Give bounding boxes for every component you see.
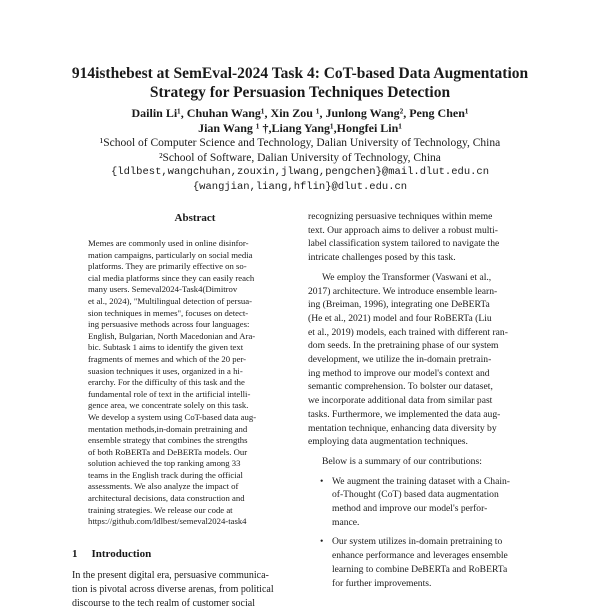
text-line: recognizing persuasive techniques within meme (308, 211, 493, 222)
abstract-line: training strategies. We release our code at (88, 504, 233, 515)
title-line: 914isthebest at SemEval-2024 Task 4: CoT-based Data Augmentation (71, 65, 529, 82)
abstract-line: mation campaigns, particularly on social media (88, 249, 253, 260)
paragraph (308, 210, 530, 265)
summary-intro: Below is a summary of our contributions: (322, 455, 482, 467)
introduction-text (72, 569, 312, 610)
right-column (308, 210, 530, 590)
bullet-icon: • (320, 536, 324, 548)
text-line: learning to combine DeBERTa and RoBERTa (332, 563, 508, 575)
affiliation-line: ¹School of Computer Science and Technology, Dalian University of Technology, China (99, 137, 501, 149)
text-line: (He et al., 2021) model and four RoBERTa (Liu (308, 312, 492, 324)
section-title: Introduction (91, 548, 152, 560)
abstract-line: mentation methods,in-domain pretraining and (88, 423, 248, 434)
abstract-line: solution achieved the top ranking among 33 (88, 458, 241, 469)
author-line: Dailin Li¹, Chuhan Wang¹, Xin Zou ¹, Junlong Wang², Peng Chen¹ (131, 106, 469, 120)
abstract-line: cial media platforms since they can easily reach (88, 272, 255, 283)
abstract-link[interactable]: https://github.com/ldlbest/semeval2024-task4 (88, 516, 247, 527)
abstract-line: platforms. They are primarily effective on so- (88, 261, 247, 272)
abstract-line: erarchy. For the difficulty of this task and the (88, 377, 245, 388)
contribution-item (308, 535, 530, 590)
text-line: We employ the Transformer (Vaswani et al., (322, 271, 492, 283)
text-line: 2017) architecture. We introduce ensemble learn- (308, 285, 498, 297)
text-line: mentation technique, enhancing data diversity by (308, 422, 497, 434)
abstract-line: ensemble strategy that combines the strengths (88, 435, 248, 446)
text-line: et al., 2019) models, each trained with different ran- (308, 326, 508, 338)
text-line: text. Our approach aims to deliver a robust multi- (308, 224, 498, 236)
abstract-text (88, 238, 308, 528)
text-line: dom seeds. In the pretraining phase of our system (308, 340, 499, 352)
abstract-line: sion techniques in memes", focuses on detect- (88, 307, 249, 318)
text-line: Our system utilizes in-domain pretraining to (332, 536, 503, 548)
abstract-line: teams in the English track during the official (88, 469, 243, 480)
text-line: for further improvements. (332, 577, 432, 589)
text-line: employing data augmentation techniques. (308, 436, 468, 448)
abstract-line: English, Bulgarian, North Macedonian and Ara- (88, 330, 256, 341)
intro-line: discourse to the tech realm of customer social (72, 597, 255, 609)
author-line: Jian Wang ¹ †,Liang Yang¹,Hongfei Lin¹ (198, 121, 402, 135)
abstract-line: architectural decisions, data construction and (88, 493, 245, 504)
text-line: tasks. Furthermore, we implemented the data aug- (308, 408, 501, 420)
text-line: ing method to improve our model's context and (308, 367, 490, 379)
abstract-line: We develop a system using CoT-based data aug- (88, 411, 257, 422)
text-line: we incorporate additional data from similar past (308, 395, 493, 407)
abstract-heading: Abstract (174, 212, 216, 224)
text-line: label classification system tailored to navigate the (308, 238, 500, 250)
abstract-line: many users. Semeval2024-Task4(Dimitrov (88, 284, 238, 295)
section-heading-introduction (72, 548, 151, 560)
title-line: Strategy for Persuasion Techniques Detection (149, 84, 451, 101)
author-list (0, 106, 600, 136)
section-number: 1 (72, 548, 78, 560)
intro-line: In the present digital era, persuasive communica- (72, 570, 269, 581)
abstract-line: gence area, we concentrate solely on this task. (88, 400, 249, 411)
abstract-line: et al., 2024), "Multilingual detection of persua- (88, 295, 252, 306)
abstract-line: of both RoBERTa and DeBERTa models. Our (88, 446, 248, 457)
paper-title (0, 64, 600, 102)
abstract-line: assessments. We also analyze the impact of (88, 481, 239, 492)
bullet-icon: • (320, 475, 324, 487)
paragraph (308, 271, 530, 449)
text-line: ing (Breiman, 1996), integrating one DeBERTa (308, 299, 490, 311)
email-line: {wangjian,liang,hflin}@dlut.edu.cn (192, 180, 408, 193)
abstract-line: Memes are commonly used in online disinfor- (88, 238, 249, 248)
intro-line: tion is pivotal across diverse arenas, from political (72, 583, 274, 595)
text-line: We augment the training dataset with a Chain- (332, 475, 510, 487)
contribution-item (308, 475, 530, 530)
text-line: development, we utilize the in-domain pretrain- (308, 354, 492, 366)
abstract-line: fundamental role of text in the artificial intelli- (88, 388, 251, 399)
text-line: enhance performance and leverages ensemble (332, 550, 508, 562)
text-line: method and improve our model's perfor- (332, 503, 488, 515)
text-line: mance. (332, 516, 360, 528)
text-line: of-Thought (CoT) based data augmentation (332, 489, 499, 501)
affiliations (0, 136, 600, 194)
abstract-line: ing persuasive methods across four languages: (88, 319, 250, 330)
email-line: {ldlbest,wangchuhan,zouxin,jlwang,pengchen}@mail.dlut.edu.cn (110, 166, 490, 178)
text-line: semantic comprehension. To bolster our dataset, (308, 381, 493, 393)
text-line: intricate challenges posed by this task. (308, 252, 456, 264)
affiliation-line: ²School of Software, Dalian University of Technology, China (159, 151, 441, 164)
abstract-line: fragments of memes and which of the 20 per- (88, 353, 247, 364)
abstract-line: bic. Subtask 1 aims to identify the given text (88, 342, 244, 353)
abstract-line: suasion techniques it uses, organized in a hi- (88, 365, 243, 376)
